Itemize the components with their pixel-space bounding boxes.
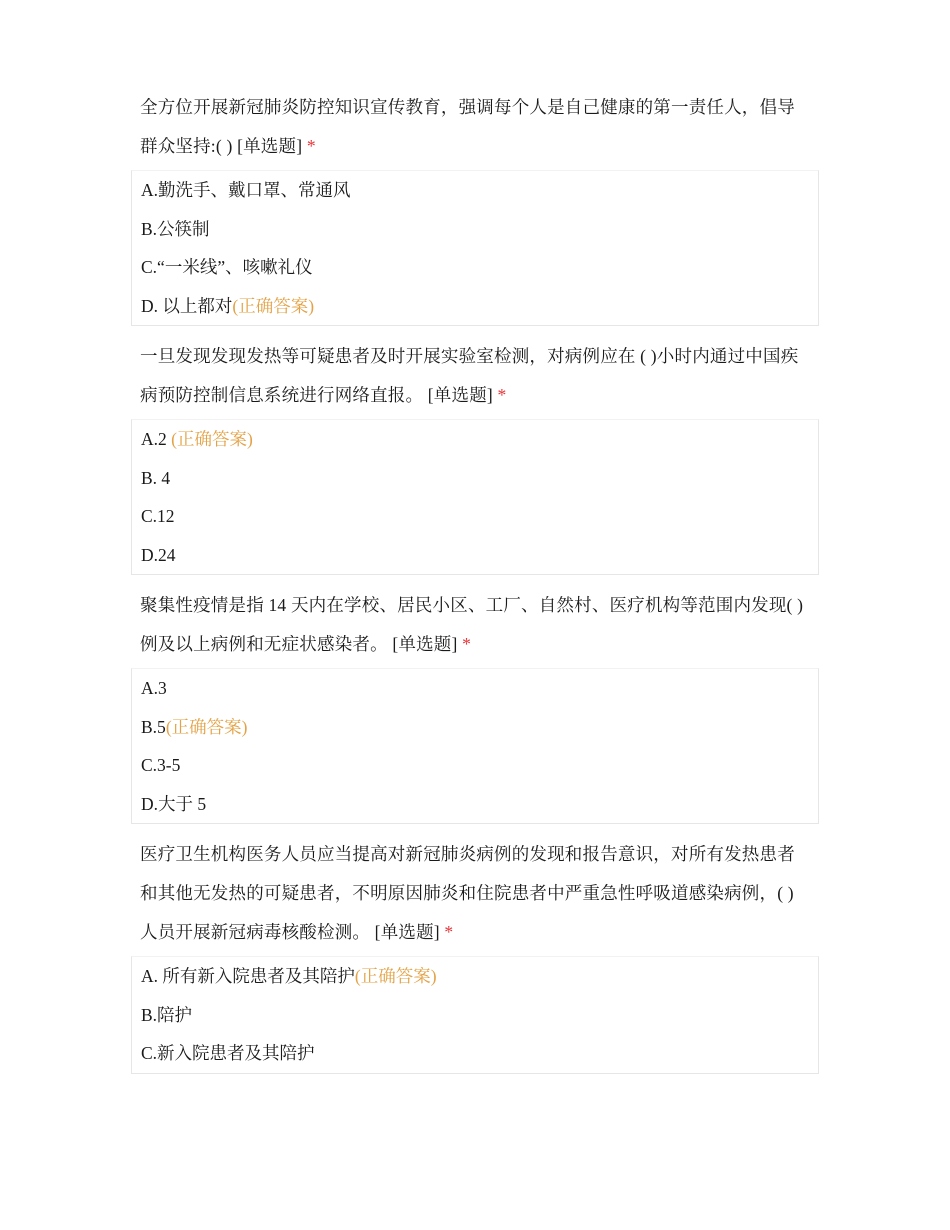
quiz-page [131,88,819,1085]
question-text: 医疗卫生机构医务人员应当提高对新冠肺炎病例的发现和报告意识，对所有发热患者和其他无发热的可疑患者，不明原因肺炎和住院患者中严重急性呼吸道感染病例，( )人员开展新冠病毒核酸检测。 [单选题] * [140,844,795,942]
required-mark: * [462,634,472,654]
correct-answer-tag: (正确答案) [165,716,248,737]
option-d[interactable]: D. 以上都对(正确答案) [141,295,315,316]
option-b[interactable]: B.陪护 [141,1004,193,1025]
option-c[interactable]: C.新入院患者及其陪护 [141,1043,315,1063]
options-list [131,170,819,326]
options-list [131,419,819,575]
question-text: 一旦发现发现发热等可疑患者及时开展实验室检测，对病例应在 ( )小时内通过中国疾病预防控制信息系统进行网络直报。 [单选题] * [140,346,799,405]
option-d[interactable]: D.大于 5 [141,793,207,814]
option-a[interactable]: A.2 (正确答案) [141,429,253,449]
options-list [131,668,819,824]
question-text: 全方位开展新冠肺炎防控知识宣传教育，强调每个人是自己健康的第一责任人，倡导群众坚持:( ) [单选题] * [140,97,795,156]
question-4 [131,835,819,1074]
option-a[interactable]: A.3 [141,678,167,698]
required-mark: * [497,385,507,405]
question-1 [131,88,819,326]
question-3 [131,586,819,824]
option-a[interactable]: A.勤洗手、戴口罩、常通风 [141,180,351,200]
option-c[interactable]: C.3-5 [141,755,181,775]
required-mark: * [444,922,454,942]
question-text: 聚集性疫情是指 14 天内在学校、居民小区、工厂、自然村、医疗机构等范围内发现( )例及以上病例和无症状感染者。 [单选题] * [140,595,804,654]
correct-answer-tag: (正确答案) [354,966,437,986]
option-a[interactable]: A. 所有新入院患者及其陪护(正确答案) [141,966,437,986]
option-d[interactable]: D.24 [141,544,176,565]
options-list [131,956,819,1074]
question-2 [131,337,819,575]
required-mark: * [306,136,316,156]
option-c[interactable]: C.12 [141,506,175,526]
option-b[interactable]: B.公筷制 [141,218,210,239]
correct-answer-tag: (正确答案) [171,429,253,449]
correct-answer-tag: (正确答案) [232,295,315,316]
option-c[interactable]: C.“一米线”、咳嗽礼仪 [141,257,313,277]
option-b[interactable]: B. 4 [141,467,171,488]
option-b[interactable]: B.5(正确答案) [141,716,248,737]
